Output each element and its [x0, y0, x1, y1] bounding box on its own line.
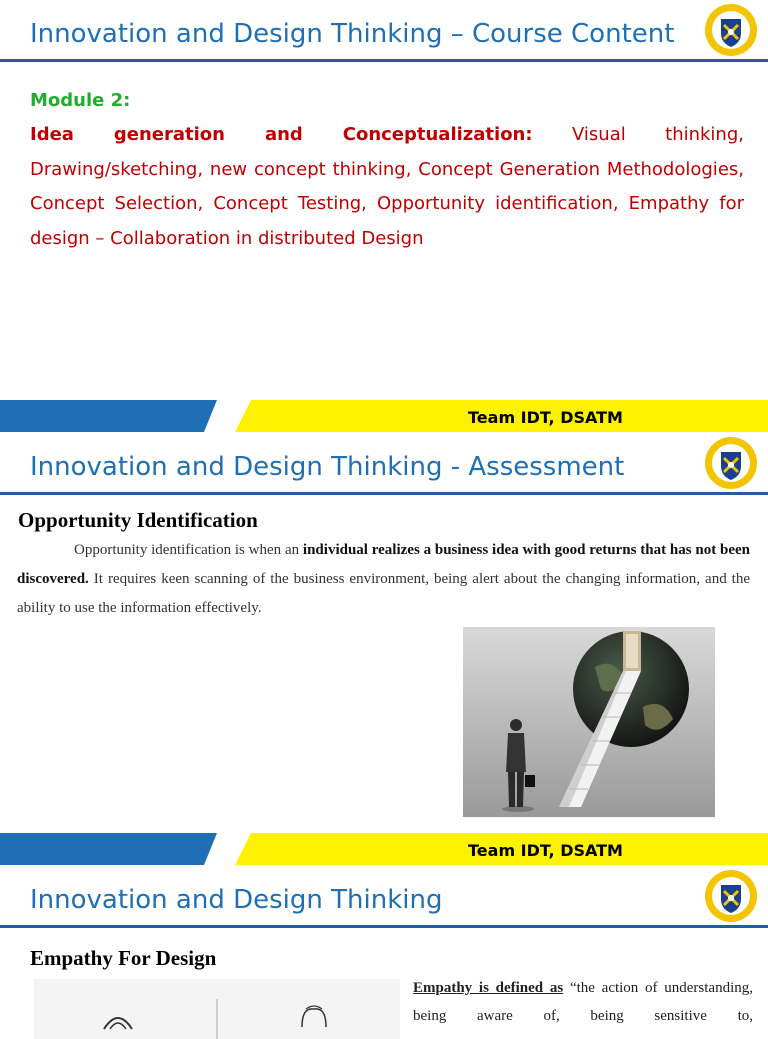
footer-team-label: Team IDT, DSATM [468, 841, 623, 860]
footer-blue-band [0, 833, 217, 865]
para-rest: It requires keen scanning of the business environment, being alert about the changing information, and the ability to use the information effectively. [17, 571, 750, 616]
footer-team-label: Team IDT, DSATM [468, 408, 623, 427]
section-heading: Empathy For Design [30, 946, 217, 970]
slide-title: Innovation and Design Thinking [30, 885, 443, 915]
slide-title: Innovation and Design Thinking – Course Content [30, 19, 675, 49]
module-heading: Idea generation and Conceptualization: [30, 124, 533, 145]
institution-logo-icon [704, 436, 758, 490]
para-lead: Opportunity identification is when an [74, 542, 303, 558]
slide-course-content [0, 0, 768, 432]
empathy-definition [413, 974, 753, 1030]
title-rule [0, 925, 768, 928]
para-bold: individual realizes a business idea with good returns that has not been discovered. [17, 542, 750, 587]
section-heading: Opportunity Identification [18, 508, 258, 532]
title-rule [0, 59, 768, 62]
slide-title: Innovation and Design Thinking - Assessment [30, 452, 625, 482]
definition-text: “the action of understanding, being aware of, being sensitive to, [413, 980, 753, 1024]
institution-logo-icon [704, 869, 758, 923]
module-label: Module 2: [30, 90, 131, 111]
opportunity-globe-image [463, 627, 715, 817]
module-topics: Visual thinking, Drawing/sketching, new concept thinking, Concept Generation Methodologies, Concept Selection, Concept Testing, Opportunity identification, Empathy for design – Collaboration in distributed Design [30, 124, 744, 249]
title-rule [0, 492, 768, 495]
institution-logo-icon [704, 3, 758, 57]
footer-blue-band [0, 400, 217, 432]
section-paragraph [17, 536, 750, 623]
module-description [30, 118, 744, 256]
definition-label: Empathy is defined as [413, 980, 564, 996]
empathy-sketch-image [34, 979, 400, 1039]
